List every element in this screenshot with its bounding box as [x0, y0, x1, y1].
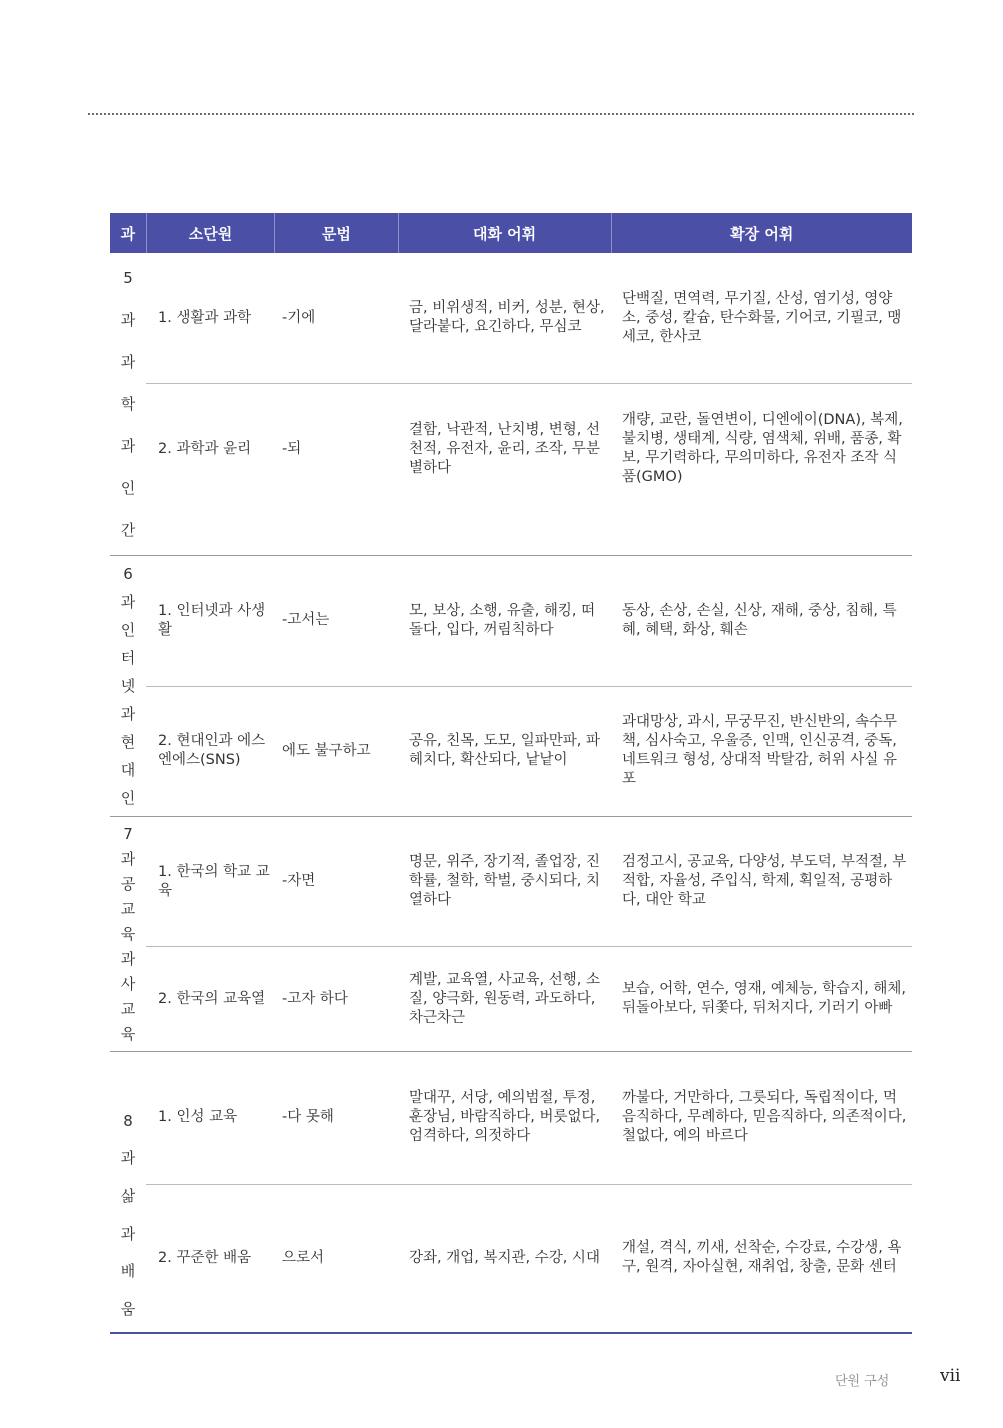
lesson-label-char: 과 [120, 437, 136, 455]
table-row [146, 817, 912, 947]
dotted-divider [88, 113, 914, 115]
lesson-label-char: 현 [120, 733, 136, 751]
lesson-group [110, 556, 912, 817]
lesson-label-char: 대 [120, 761, 136, 779]
table-header [110, 213, 912, 253]
subunit-cell: 1. 생활과 과학 [158, 309, 252, 326]
dialogue-vocab-cell: 명문, 위주, 장기적, 졸업장, 진학률, 철학, 학벌, 중시되다, 치열하다 [409, 854, 600, 909]
lesson-label-char: 인 [120, 479, 136, 497]
unit-composition-table [110, 213, 912, 1334]
lesson-label-char: 육 [120, 1025, 136, 1044]
dialogue-vocab-cell: 모, 보상, 소행, 유출, 해킹, 떠돌다, 입다, 꺼림칙하다 [409, 602, 596, 638]
dialogue-vocab-cell: 결함, 낙관적, 난치병, 변형, 선천적, 유전자, 윤리, 조작, 무분별하다 [409, 421, 600, 476]
header-extended-vocab: 확장 어휘 [730, 224, 794, 243]
lesson-label-char: 터 [120, 649, 136, 667]
table-row [146, 1185, 912, 1332]
lesson-group [110, 1052, 912, 1334]
lesson-label-char: 학 [120, 395, 136, 413]
extended-vocab-cell: 개량, 교란, 돌연변이, 디엔에이(DNA), 복제, 불치병, 생태계, 식량, 염색체, 위배, 품종, 확보, 무기력하다, 무의미하다, 유전자 조작 식품(GMO) [622, 412, 903, 485]
lesson-label-char: 교 [120, 1000, 136, 1019]
extended-vocab-cell: 검정고시, 공교육, 다양성, 부도덕, 부적절, 부적합, 자율성, 주입식, 학제, 획일적, 공평하다, 대안 학교 [622, 854, 907, 909]
page-number: vii [940, 1366, 961, 1386]
lesson-label-char: 과 [120, 1224, 136, 1243]
dialogue-vocab-cell: 금, 비위생적, 비커, 성분, 현상, 달라붙다, 요긴하다, 무심코 [409, 300, 605, 335]
lesson-label-char: 움 [120, 1300, 136, 1319]
lesson-label-char: 과 [120, 950, 136, 969]
extended-vocab-cell: 단백질, 면역력, 무기질, 산성, 염기성, 영양소, 중성, 칼슘, 탄수화물, 기어코, 기필코, 맹세코, 한사코 [622, 290, 902, 345]
lesson-label-char: 과 [120, 705, 136, 723]
lesson-label-char: 공 [120, 874, 136, 893]
grammar-cell: -다 못해 [282, 1109, 334, 1126]
lesson-label-char: 7 [123, 824, 133, 843]
table-row [146, 1052, 912, 1185]
lesson-group [110, 817, 912, 1052]
grammar-cell: -고자 하다 [282, 990, 348, 1007]
extended-vocab-cell: 까불다, 거만하다, 그릇되다, 독립적이다, 먹음직하다, 무례하다, 믿음직하다, 의존적이다, 철없다, 예의 바르다 [622, 1090, 907, 1145]
header-dialogue-vocab: 대화 어휘 [399, 213, 612, 253]
lesson-label-char: 6 [123, 565, 133, 583]
table-row [146, 253, 912, 384]
header-subunit: 소단원 [147, 213, 275, 253]
lesson-label-char: 간 [120, 521, 136, 539]
table-row [146, 947, 912, 1051]
lesson-label [110, 556, 146, 816]
lesson-label-char: 5 [123, 269, 133, 287]
lesson-label-char: 8 [123, 1111, 133, 1130]
footer-section-label: 단원 구성 [835, 1374, 890, 1389]
grammar-cell: -자면 [282, 873, 316, 890]
lesson-label-char: 인 [120, 621, 136, 639]
lesson-label-char: 삶 [120, 1187, 136, 1206]
dialogue-vocab-cell: 말대꾸, 서당, 예의범절, 투정, 훈장님, 바람직하다, 버릇없다, 엄격하다, 의젓하다 [409, 1090, 601, 1145]
header-grammar: 문법 [275, 213, 398, 253]
grammar-cell: -기에 [282, 309, 316, 326]
lesson-label-char: 과 [120, 311, 136, 329]
subunit-cell: 2. 현대인과 에스엔에스(SNS) [158, 733, 266, 769]
lesson-label-char: 넷 [120, 677, 136, 695]
subunit-cell: 1. 한국의 학교 교육 [158, 863, 270, 899]
extended-vocab-cell: 동상, 손상, 손실, 신상, 재해, 중상, 침해, 특혜, 혜택, 화상, 훼손 [622, 602, 897, 638]
extended-vocab-cell: 과대망상, 과시, 무궁무진, 반신반의, 속수무책, 심사숙고, 우울증, 인맥, 인신공격, 중독, 네트워크 형성, 상대적 박탈감, 허위 사실 유포 [622, 714, 897, 788]
lesson-label-char: 과 [120, 593, 136, 611]
grammar-cell: 으로서 [282, 1249, 325, 1266]
lesson-label-char: 사 [120, 975, 136, 994]
lesson-label-char: 과 [120, 849, 136, 868]
dialogue-vocab-cell: 공유, 친목, 도모, 일파만파, 파헤치다, 확산되다, 낱낱이 [409, 733, 600, 769]
extended-vocab-cell: 개설, 격식, 끼새, 선착순, 수강료, 수강생, 욕구, 원격, 자아실현, 재취업, 창출, 문화 센터 [622, 1240, 902, 1276]
table-row [146, 556, 912, 687]
table-row [146, 384, 912, 514]
table-row [146, 687, 912, 817]
lesson-label-char: 과 [120, 1149, 136, 1168]
lesson-label-char: 교 [120, 899, 136, 918]
lesson-label [110, 817, 146, 1051]
lesson-label-char: 육 [120, 924, 136, 943]
header-lesson: 과 [110, 213, 147, 253]
dialogue-vocab-cell: 강좌, 개업, 복지관, 수강, 시대 [409, 1249, 600, 1266]
lesson-label-char: 배 [120, 1262, 136, 1281]
lesson-label [110, 253, 146, 555]
lesson-label [110, 1052, 146, 1332]
subunit-cell: 1. 인성 교육 [158, 1109, 238, 1126]
grammar-cell: -고서는 [282, 612, 330, 629]
dialogue-vocab-cell: 계발, 교육열, 사교육, 선행, 소질, 양극화, 원동력, 과도하다, 차근차근 [409, 971, 600, 1026]
lesson-label-char: 과 [120, 353, 136, 371]
subunit-cell: 2. 꾸준한 배움 [158, 1249, 252, 1266]
subunit-cell: 2. 과학과 윤리 [158, 440, 252, 457]
subunit-cell: 1. 인터넷과 사생활 [158, 602, 266, 638]
lesson-label-char: 인 [120, 789, 136, 807]
lesson-group [110, 253, 912, 556]
grammar-cell: 에도 불구하고 [282, 742, 371, 759]
extended-vocab-cell: 보습, 어학, 연수, 영재, 예체능, 학습지, 해체, 뒤돌아보다, 뒤쫓다, 뒤처지다, 기러기 아빠 [622, 981, 907, 1017]
subunit-cell: 2. 한국의 교육열 [158, 990, 266, 1007]
grammar-cell: -되 [282, 440, 302, 457]
